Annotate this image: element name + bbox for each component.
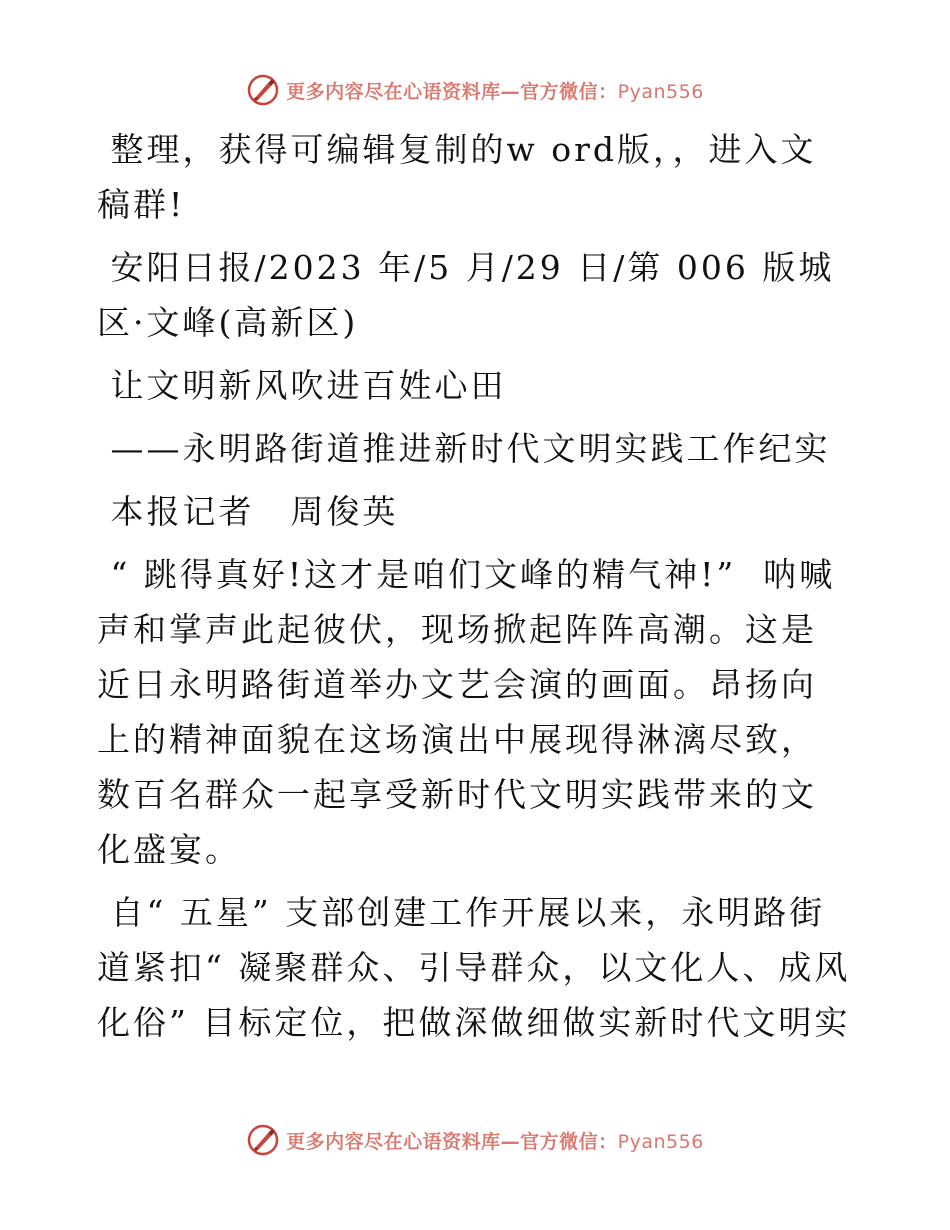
watermark-text: 更多内容尽在心语资料库—官方微信：Pyan556 (286, 1130, 704, 1153)
pen-circle-logo-icon (246, 1123, 280, 1157)
header-watermark (0, 70, 950, 110)
paragraph-body-2: 自“ 五星” 支部创建工作开展以来，永明路街道紧扣“ 凝聚群众、引导群众，以文化人、成风化俗” 目标定位，把做深做细做实新时代文明实 (97, 893, 851, 1042)
article-title: 让文明新风吹进百姓心田 (97, 366, 507, 405)
document-body (97, 122, 852, 1058)
article-subtitle: ——永明路街道推进新时代文明实践工作纪实 (97, 429, 831, 468)
paragraph-intro: 整理，获得可编辑复制的w ord版，，进入文稿群! (97, 130, 817, 224)
article-byline: 本报记者 周俊英 (97, 492, 399, 531)
paragraph-source: 安阳日报/2023 年/5 月/29 日/第 006 版城区·文峰(高新区) (97, 248, 835, 342)
paragraph-body-1: “ 跳得真好!这才是咱们文峰的精气神!” 呐喊声和掌声此起彼伏，现场掀起阵阵高潮。这是近日永明路街道举办文艺会演的画面。昂扬向上的精神面貌在这场演出中展现得淋漓尽致，数百名群众一起享受新时代文明实践带来的文化盛宴。 (97, 555, 836, 869)
footer-watermark (0, 1120, 950, 1160)
watermark-text: 更多内容尽在心语资料库—官方微信：Pyan556 (286, 80, 704, 103)
pen-circle-logo-icon (246, 73, 280, 107)
